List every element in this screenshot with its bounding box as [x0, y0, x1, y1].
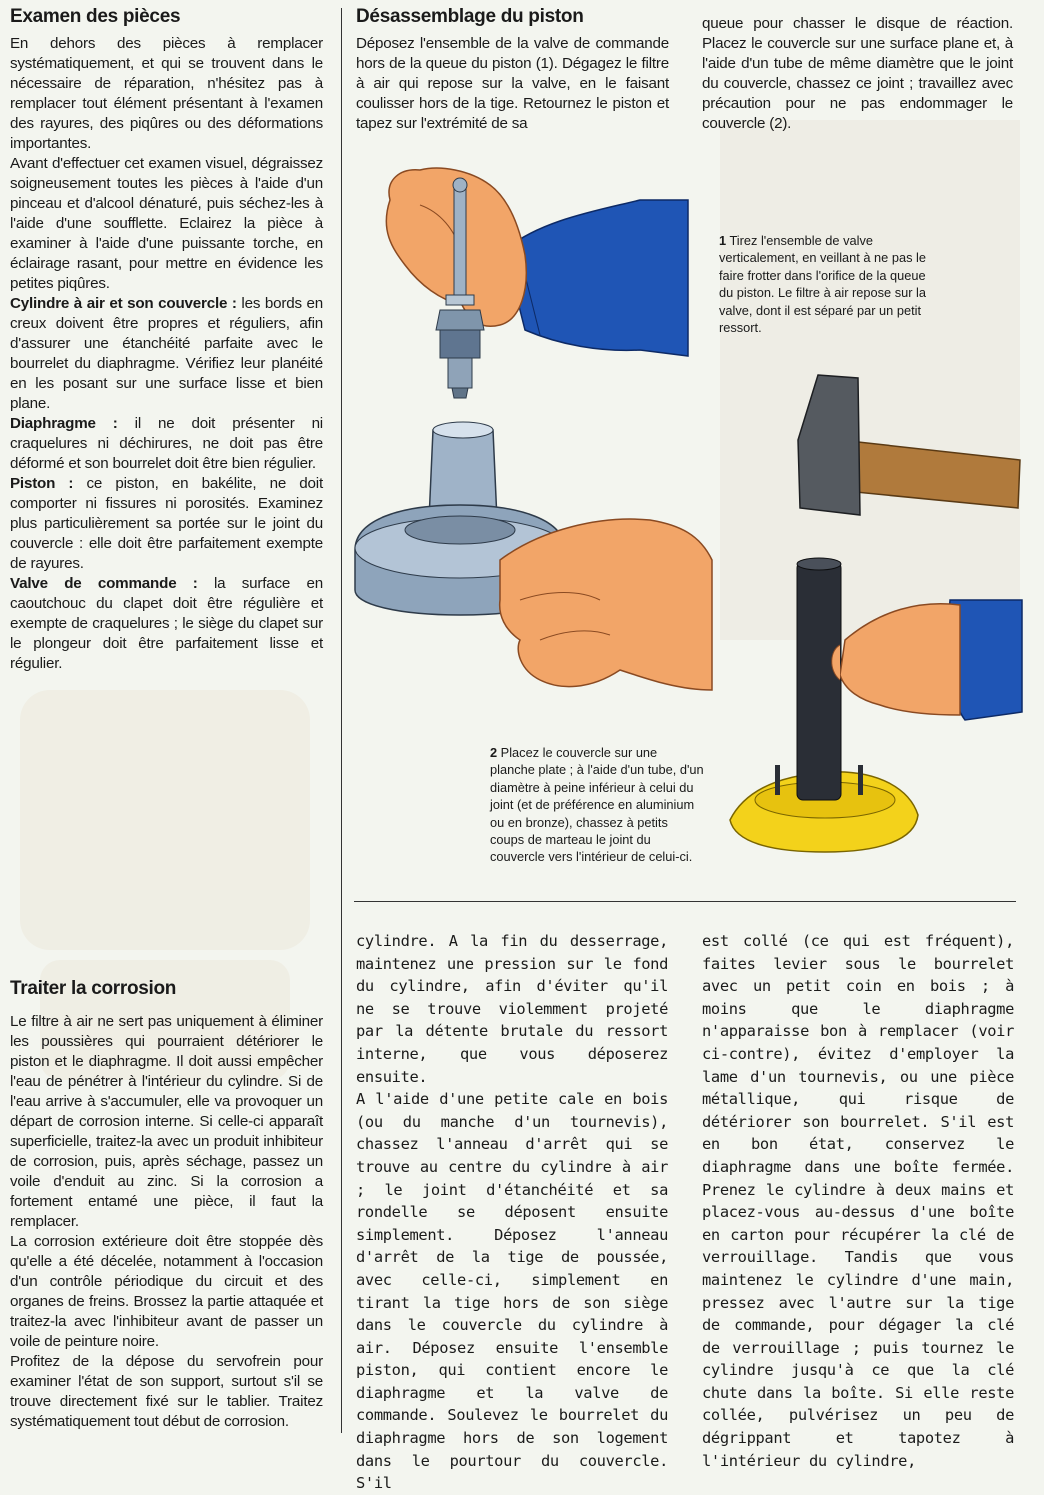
section-divider [354, 901, 1016, 902]
examen-title: Examen des pièces [10, 6, 181, 27]
caption-1-text: Tirez l'ensemble de valve verticalement, en veillant à ne pas le faire frotter dans l'orifice de la queue du piston. Le filtre à air repose sur la valve, dont il est séparé par un petit ressort. [719, 233, 926, 336]
examen-paragraph-2: Avant d'effectuer cet examen visuel, dégraissez soigneusement toutes les pièces à l'aide d'un pinceau et d'alcool dénaturé, puis séchez-les à l'aide d'une soufflette. Eclairez la pièce à examiner à l'aide d'une puissante torche, en éclairage rasant, pour mettre en évidence les petites piqûres. [10, 155, 323, 292]
desassemblage-title: Désassemblage du piston [356, 6, 584, 27]
cylindre-text: les bords en creux doivent être propres et réguliers, afin d'assurer une étanchéité parfaite avec le bourrelet du diaphragme. Vérifiez leur planéité en les posant sur une surface lisse et bien plane. [10, 295, 323, 412]
valve-text: la surface en caoutchouc du clapet doit être régulière et exempte de craquelures ; le siège du clapet sur le plongeur doit être parfaitement lisse et régulier. [10, 575, 323, 672]
diaphragme-label: Diaphragme : [10, 415, 118, 432]
desassemblage-paragraph-cont: queue pour chasser le disque de réaction. Placez le couvercle sur une surface plane et, à l'aide d'un tube de même diamètre que le joint du couvercle, chassez ce joint ; travaillez avec précaution pour ne pas endommager le couvercle (2). [702, 15, 1013, 132]
hammer-head [798, 375, 860, 515]
piston-label: Piston : [10, 475, 74, 492]
cylindre-label: Cylindre à air et son couvercle : [10, 295, 237, 312]
valve-label: Valve de commande : [10, 575, 198, 592]
diaphragme-text: il ne doit présenter ni craquelures ni déchirures, ne doit pas être déformé et son bourrelet doit être bien régulier. [10, 415, 323, 472]
bottom-column-2 [702, 930, 1014, 1472]
bottom-column-1-p1: cylindre. A la fin du desserrage, maintenez une pression sur le fond du cylindre, afin d'éviter qu'il ne se trouve violemment projeté par la détente brutale du ressort interne, que vous déposerez ensuite. [356, 932, 668, 1086]
bottom-column-1-p2: A l'aide d'une petite cale en bois (ou du manche d'un tournevis), chassez l'anneau d'arrêt qui se trouve au centre du cylindre à air ; le joint d'étanchéité et sa rondelle se déposent ensuite simplement. Déposez l'anneau d'arrêt de la tige de poussée, avec celle-ci, simplement en tirant la tige hors de son siège dans le couvercle du cylindre à air. Déposez ensuite l'ensemble piston, qui contient encore le diaphragme et la valve de commande. Soulevez le bourrelet du diaphragme hors de son logement dans le pourtour du couvercle. S'il [356, 1090, 668, 1493]
piston-text: ce piston, en bakélite, ne doit comporter ni fissures ni porosités. Examinez plus particulièrement sa portée sur le joint du couvercle : elle doit être parfaitement exempte de rayures. [10, 475, 323, 572]
caption-2-number: 2 [490, 745, 498, 760]
corrosion-paragraph-2: La corrosion extérieure doit être stoppée dès qu'elle a été décelée, notamment à l'occasion d'un contrôle périodique du circuit et des organes de freins. Brossez la partie attaquée et traitez-la avec l'inhibiteur avant de passer un voile de peinture noire. [10, 1233, 323, 1350]
corrosion-title: Traiter la corrosion [10, 978, 177, 999]
tube [797, 562, 841, 800]
bottom-column-2-text: est collé (ce qui est fréquent), faites levier sous le bourrelet avec un petit coin en bois ; à moins que le diaphragme n'apparaisse bon à remplacer (voir ci-contre), évitez d'employer la lame d'un tournevis, ou une pièce métallique, qui risque de détériorer son bourrelet. S'il est en bon état, conservez le diaphragme dans une boîte fermée. Prenez le cylindre à deux mains et placez-vous au-dessus d'une boîte en carton pour récupérer la clé de verrouillage. Tandis que vous maintenez le cylindre d'une main, pressez avec l'autre sur la tige de commande, pour dégager la clé de verrouillage ; puis tournez le cylindre jusqu'à ce que la clé chute dans la boîte. Si elle reste collée, pulvérisez un peu de dégrippant et tapotez à l'intérieur du cylindre, [702, 932, 1014, 1470]
caption-1-number: 1 [719, 233, 727, 248]
corrosion-paragraph-3: Profitez de la dépose du servofrein pour examiner l'état de son support, surtout s'il se trouve directement fixé sur le tablier. Traitez systématiquement tout début de corrosion. [10, 1353, 323, 1430]
caption-2-text: Placez le couvercle sur une planche plate ; à l'aide d'un tube, d'un diamètre à peine inférieur à celui du joint (et de préférence en aluminium ou en bronze), chassez à petits coups de marteau le joint du couvercle vers l'intérieur de celui-ci. [490, 745, 704, 865]
hammer-handle [835, 440, 1020, 508]
caption-2 [490, 744, 705, 866]
hand-3 [840, 604, 960, 715]
bottom-column-1 [356, 930, 668, 1495]
desassemblage-paragraph: Déposez l'ensemble de la valve de commande hors de la queue du piston (1). Dégagez le filtre à air qui repose sur la valve, en le faisant coulisser hors de la tige. Retournez le piston et tapez sur l'extrémité de sa [356, 35, 669, 132]
corrosion-paragraph-1: Le filtre à air ne sert pas uniquement à éliminer les poussières qui pourraient détériorer le piston et le diaphragme. Il doit aussi empêcher l'eau de pénétrer à l'intérieur du cylindre. Si de l'eau arrive à s'accumuler, elle va provoquer un départ de corrosion interne. Si celle-ci apparaît superficielle, traitez-la avec un produit inhibiteur de corrosion, puis, après séchage, passez un voile d'enduit au zinc. Si la corrosion a fortement entamé une pièce, il faut la remplacer. [10, 1013, 323, 1230]
examen-intro: En dehors des pièces à remplacer systématiquement, et qui se trouvent dans le nécessaire de réparation, n'hésitez pas à remplacer tout élément présentant à l'examen des rayures, des piqûres ou des déformations importantes. [10, 35, 323, 152]
